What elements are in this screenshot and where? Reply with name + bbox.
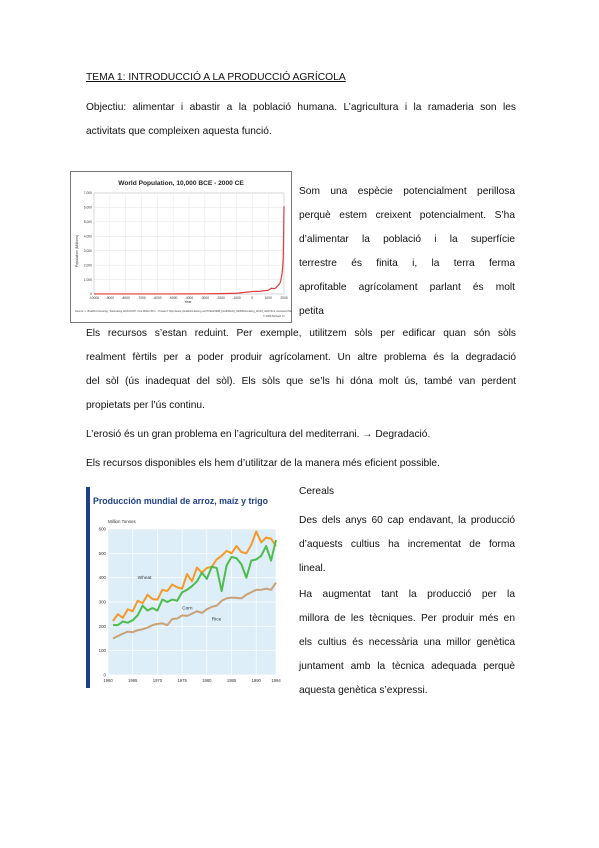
page-title: TEMA 1: INTRODUCCIÓ A LA PRODUCCIÓ AGRÍCOLA — [86, 72, 346, 83]
x-tick-label: -10000 — [88, 296, 100, 300]
side2-line-9: aquesta genètica s’expressi. — [299, 685, 428, 696]
x-axis-label: Year — [184, 300, 192, 304]
resources-paragraph: Els recursos disponibles els hem d’utilitzar de la manera més eficient possible. — [86, 458, 440, 469]
chart2-x-tick-label: 1994 — [271, 678, 281, 683]
chart-source-note: Source: L. Bradford Gessing, "Estimating World DOP: One Million B.C. - Present" http://www.j-bradford-delong.net/TCEH/1998_Draft/World_GDP/Estimating_World_GDP.html, Accessed May 3, 2006 — [75, 310, 292, 313]
series-label-corn: Corn — [182, 606, 193, 612]
chart2-x-tick-label: 1985 — [226, 678, 237, 683]
chart2-x-tick-label: 1965 — [128, 678, 138, 683]
side1-line-2: perquè estem creixent potencialment. S’ha — [299, 210, 515, 221]
y-tick-label: 3,000 — [83, 248, 92, 253]
x-tick-label: -9000 — [105, 296, 115, 300]
para2-line-4: propietats per l’ús continu. — [86, 400, 205, 411]
x-tick-label: -3000 — [200, 296, 210, 300]
chart2-x-tick-label: 1975 — [177, 678, 187, 683]
side2-line-1: Cereals — [299, 486, 335, 497]
chart2-y-tick-label: 600 — [98, 526, 106, 532]
x-tick-label: -7000 — [137, 296, 146, 300]
side2-line-7: els cultius és necessària una millor genètica — [299, 637, 515, 648]
x-tick-label: -8000 — [121, 296, 130, 300]
para2-line-1: Els recursos s’estan reduint. Per exemple, utilitzem sòls per edificar quan són sòls — [86, 328, 516, 339]
side2-line-6: millora de les tècniques. Per produir més en — [299, 613, 515, 624]
objective-line-1: Objectiu: alimentar i abastir a la població humana. L’agricultura i la ramaderia son les — [86, 102, 516, 113]
y-tick-label: 7,000 — [83, 191, 92, 196]
erosion-paragraph: L’erosió és un gran problema en l’agricultura del mediterrani. → Degradació. — [86, 429, 431, 440]
side1-line-1: Som una espècie potencialment perillosa — [299, 186, 515, 197]
chart2-title: Producción mundial de arroz, maíz y trigo — [93, 496, 268, 506]
world-population-chart — [70, 171, 292, 323]
x-tick-label: -4000 — [184, 296, 194, 300]
para2-line-3: del sòl (ús inadequat del sòl). Els sòls que se’ls hi dóna molt ús, també van perdent — [86, 376, 516, 387]
x-tick-label: -6000 — [153, 296, 162, 300]
cereal-production-chart — [86, 487, 281, 688]
chart2-x-tick-label: 1990 — [251, 678, 261, 683]
y-tick-label: 4,000 — [83, 234, 92, 239]
y-tick-label: 5,000 — [83, 220, 92, 225]
side1-line-5: aprofitable agrícolament parlant és molt — [299, 282, 515, 293]
y-tick-label: 1,000 — [83, 277, 92, 282]
chart-credit: © 2006 Richard Cl. — [263, 315, 285, 318]
side2-line-5: Ha augmentat tant la producció per la — [299, 589, 515, 600]
series-label-rice: Rice — [211, 617, 222, 623]
x-tick-label: -2000 — [216, 296, 225, 300]
chart2-y-tick-label: 0 — [103, 672, 106, 678]
y-axis-label: Population (Millions) — [75, 234, 79, 268]
para2-line-2: realment fèrtils per a poder produir agrícolament. Un altre problema és la degradació — [86, 352, 516, 363]
objective-line-2: activitats que compleixen aquesta funció. — [86, 126, 272, 137]
x-tick-label: 1000 — [264, 296, 272, 300]
x-tick-label: -5000 — [168, 296, 178, 300]
cereal-production-figure — [86, 487, 281, 688]
chart2-y-unit: Million Tonnes — [108, 519, 136, 524]
chart2-x-tick-label: 1960 — [103, 678, 113, 683]
chart2-y-tick-label: 200 — [98, 623, 106, 629]
chart2-y-tick-label: 500 — [98, 550, 106, 556]
chart2-x-tick-label: 1970 — [152, 678, 163, 683]
side2-line-2: Des dels anys 60 cap endavant, la producció — [299, 515, 515, 526]
chart2-left-bar — [86, 487, 90, 688]
chart2-y-tick-label: 400 — [98, 575, 106, 581]
y-tick-label: 6,000 — [83, 205, 92, 210]
chart2-y-tick-label: 100 — [98, 648, 106, 654]
side1-line-3: d’alimentar la població i la superfície — [299, 234, 515, 245]
y-tick-label: 2,000 — [83, 263, 92, 268]
chart2-x-tick-label: 1980 — [202, 678, 212, 683]
side2-line-4: lineal. — [299, 563, 326, 574]
x-tick-label: 0 — [251, 296, 254, 300]
chart2-y-tick-label: 300 — [98, 599, 106, 605]
side1-line-4: terrestre és finita i, la terra ferma — [299, 258, 515, 269]
side2-line-3: d’aquests cultius ha incrementat de forma — [299, 539, 515, 550]
x-tick-label: 2000 — [280, 296, 288, 300]
side2-line-8: juntament amb la tècnica adequada perquè — [299, 661, 515, 672]
side1-line-6: petita — [299, 306, 324, 317]
world-population-figure — [70, 171, 292, 323]
chart-title: World Population, 10,000 BCE - 2000 CE — [118, 180, 244, 187]
series-label-wheat: Wheat — [137, 575, 152, 581]
x-tick-label: -1000 — [232, 296, 241, 300]
y-tick-label: 0 — [90, 292, 92, 297]
